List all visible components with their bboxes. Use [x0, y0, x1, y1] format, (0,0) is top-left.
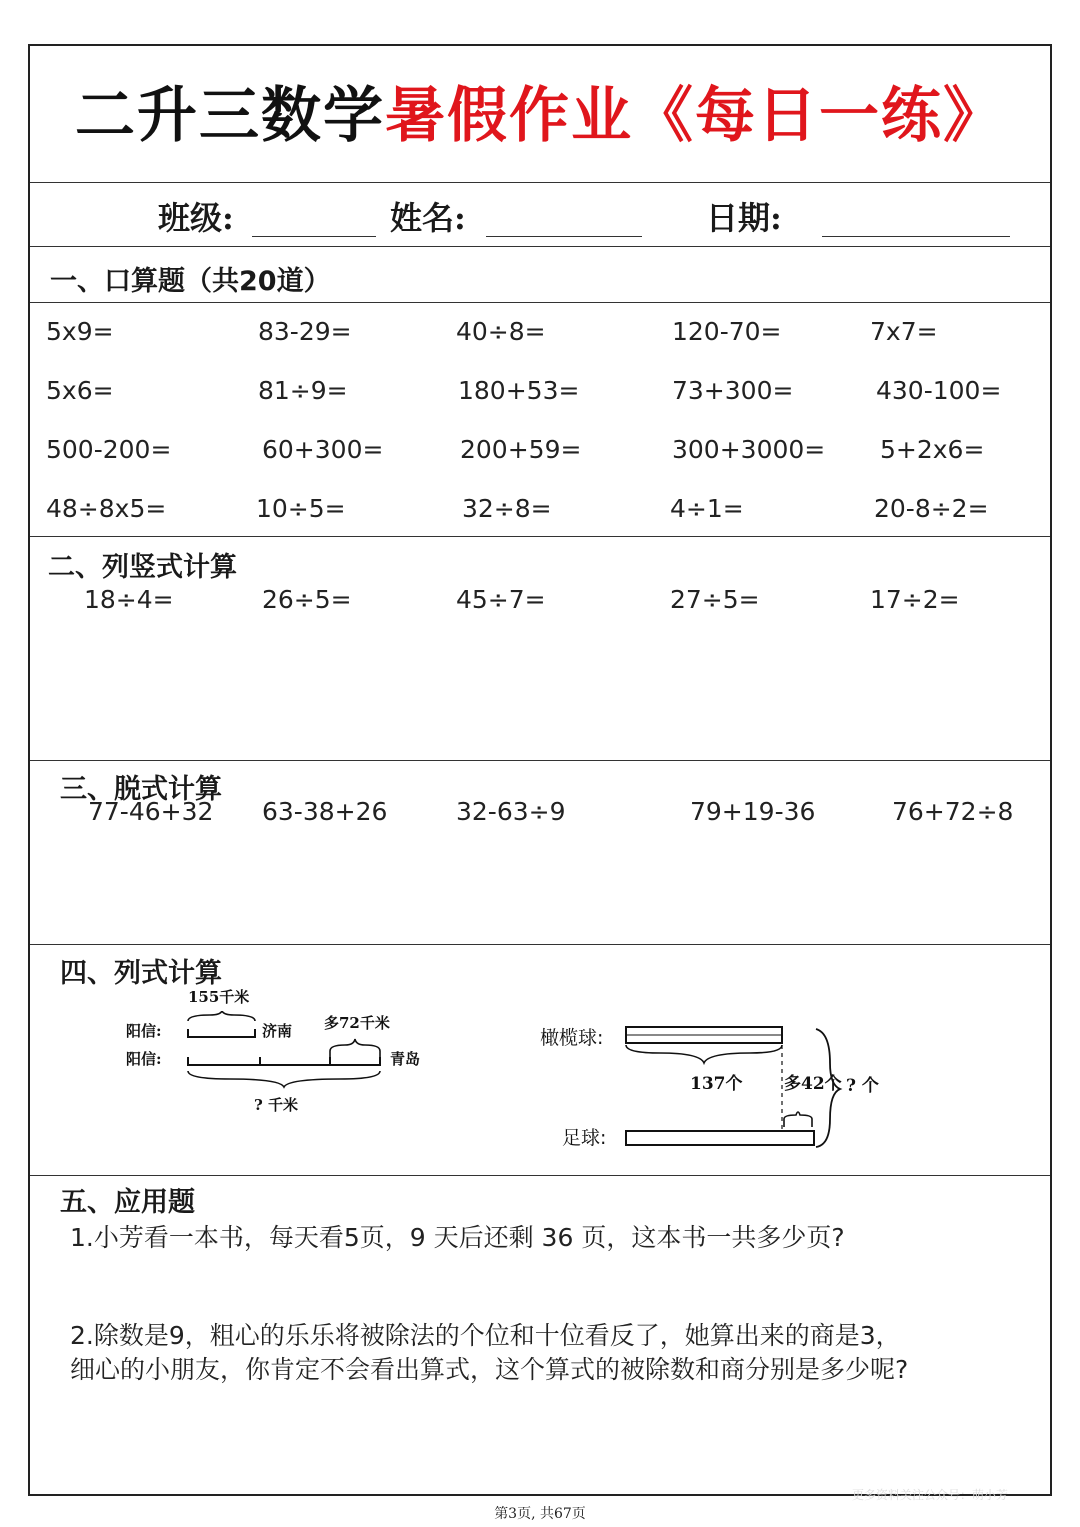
- oral-heading-row: [30, 247, 1050, 303]
- oral-item: 5x6=: [46, 376, 114, 405]
- problem-2-line1: 2.除数是9，粗心的乐乐将被除法的个位和十位看反了，她算出来的商是3，: [70, 1321, 901, 1350]
- oral-item: 83-29=: [258, 317, 352, 346]
- d1-row1-end: 济南: [262, 1022, 293, 1040]
- problem-2-line2: 细心的小朋友，你肯定不会看出算式，这个算式的被除数和商分别是多少呢?: [70, 1355, 909, 1384]
- vertical-item: 27÷5=: [670, 585, 760, 614]
- title-row: [30, 46, 1050, 183]
- info-row: [30, 183, 1050, 247]
- class-label: 班级:: [158, 199, 234, 237]
- oral-section: [30, 303, 1050, 537]
- oral-item: 5+2x6=: [880, 435, 985, 464]
- oral-heading: 一、口算题（共20道）: [50, 266, 331, 297]
- vertical-section: [30, 537, 1050, 761]
- title-black: 二升三数学: [75, 81, 385, 151]
- oral-item: 20-8÷2=: [874, 494, 989, 523]
- worksheet: [28, 44, 1052, 1496]
- stepwise-item: 32-63÷9: [456, 797, 566, 826]
- title-red: 暑假作业《每日一练》: [385, 81, 1005, 151]
- word-section: [30, 945, 1050, 1176]
- d1-total: ? 千米: [254, 1096, 299, 1114]
- row2-segment: [188, 1057, 380, 1065]
- oral-item: 40÷8=: [456, 317, 546, 346]
- oral-item: 32÷8=: [462, 494, 552, 523]
- name-blank[interactable]: [486, 235, 642, 237]
- class-blank[interactable]: [252, 235, 376, 237]
- oral-item: 180+53=: [458, 376, 580, 405]
- apply-section: [30, 1176, 1050, 1496]
- stepwise-heading: 三、脱式计算: [60, 774, 222, 805]
- stepwise-item: 77-46+32: [88, 797, 214, 826]
- football-bar: [626, 1131, 814, 1145]
- d1-row2-end: 青岛: [390, 1050, 421, 1068]
- d2-label1: 橄榄球:: [540, 1027, 604, 1049]
- oral-item: 500-200=: [46, 435, 172, 464]
- name-label: 姓名:: [390, 199, 466, 237]
- d1-more-value: 多72千米: [324, 1014, 390, 1032]
- oral-item: 73+300=: [672, 376, 794, 405]
- oral-item: 300+3000=: [672, 435, 826, 464]
- bottom-brace: [188, 1071, 380, 1087]
- page-title: [30, 68, 1050, 154]
- d1-top-value: 155千米: [188, 988, 250, 1006]
- vertical-heading: 二、列竖式计算: [48, 552, 237, 583]
- stepwise-section: [30, 761, 1050, 945]
- d2-value1: 137个: [690, 1074, 743, 1094]
- oral-item: 10÷5=: [256, 494, 346, 523]
- oral-item: 5x9=: [46, 317, 114, 346]
- date-blank[interactable]: [822, 235, 1010, 237]
- page-footer: 第3页, 共67页: [494, 1506, 586, 1522]
- more-brace: [330, 1039, 380, 1057]
- word-heading: 四、列式计算: [60, 958, 222, 989]
- d2-label2: 足球:: [562, 1127, 607, 1149]
- top-brace: [188, 1011, 255, 1021]
- oral-item: 200+59=: [460, 435, 582, 464]
- oral-item: 120-70=: [672, 317, 782, 346]
- date-label: 日期:: [706, 199, 782, 237]
- row1-segment: [188, 1029, 255, 1037]
- d1-row1-label: 阳信:: [126, 1022, 162, 1040]
- vertical-item: 26÷5=: [262, 585, 352, 614]
- rugby-brace: [626, 1045, 782, 1063]
- stepwise-item: 63-38+26: [262, 797, 388, 826]
- d2-diff: 多42个: [784, 1074, 842, 1094]
- vertical-item: 45÷7=: [456, 585, 546, 614]
- vertical-item: 17÷2=: [870, 585, 960, 614]
- d2-total: ? 个: [846, 1076, 879, 1096]
- oral-item: 48÷8x5=: [46, 494, 167, 523]
- oral-item: 7x7=: [870, 317, 938, 346]
- vertical-item: 18÷4=: [84, 585, 174, 614]
- oral-item: 430-100=: [876, 376, 1002, 405]
- oral-item: 81÷9=: [258, 376, 348, 405]
- apply-heading: 五、应用题: [60, 1187, 195, 1218]
- d1-row2-label: 阳信:: [126, 1050, 162, 1068]
- stepwise-item: 79+19-36: [690, 797, 816, 826]
- stepwise-item: 76+72÷8: [892, 797, 1014, 826]
- oral-item: 4÷1=: [670, 494, 744, 523]
- problem-1: 1.小芳看一本书，每天看5页，9 天后还剩 36 页，这本书一共多少页?: [70, 1223, 845, 1252]
- watermark: 更多资料关注公众号：萌小芳: [852, 1488, 1009, 1502]
- oral-item: 60+300=: [262, 435, 384, 464]
- diff-brace: [784, 1112, 812, 1127]
